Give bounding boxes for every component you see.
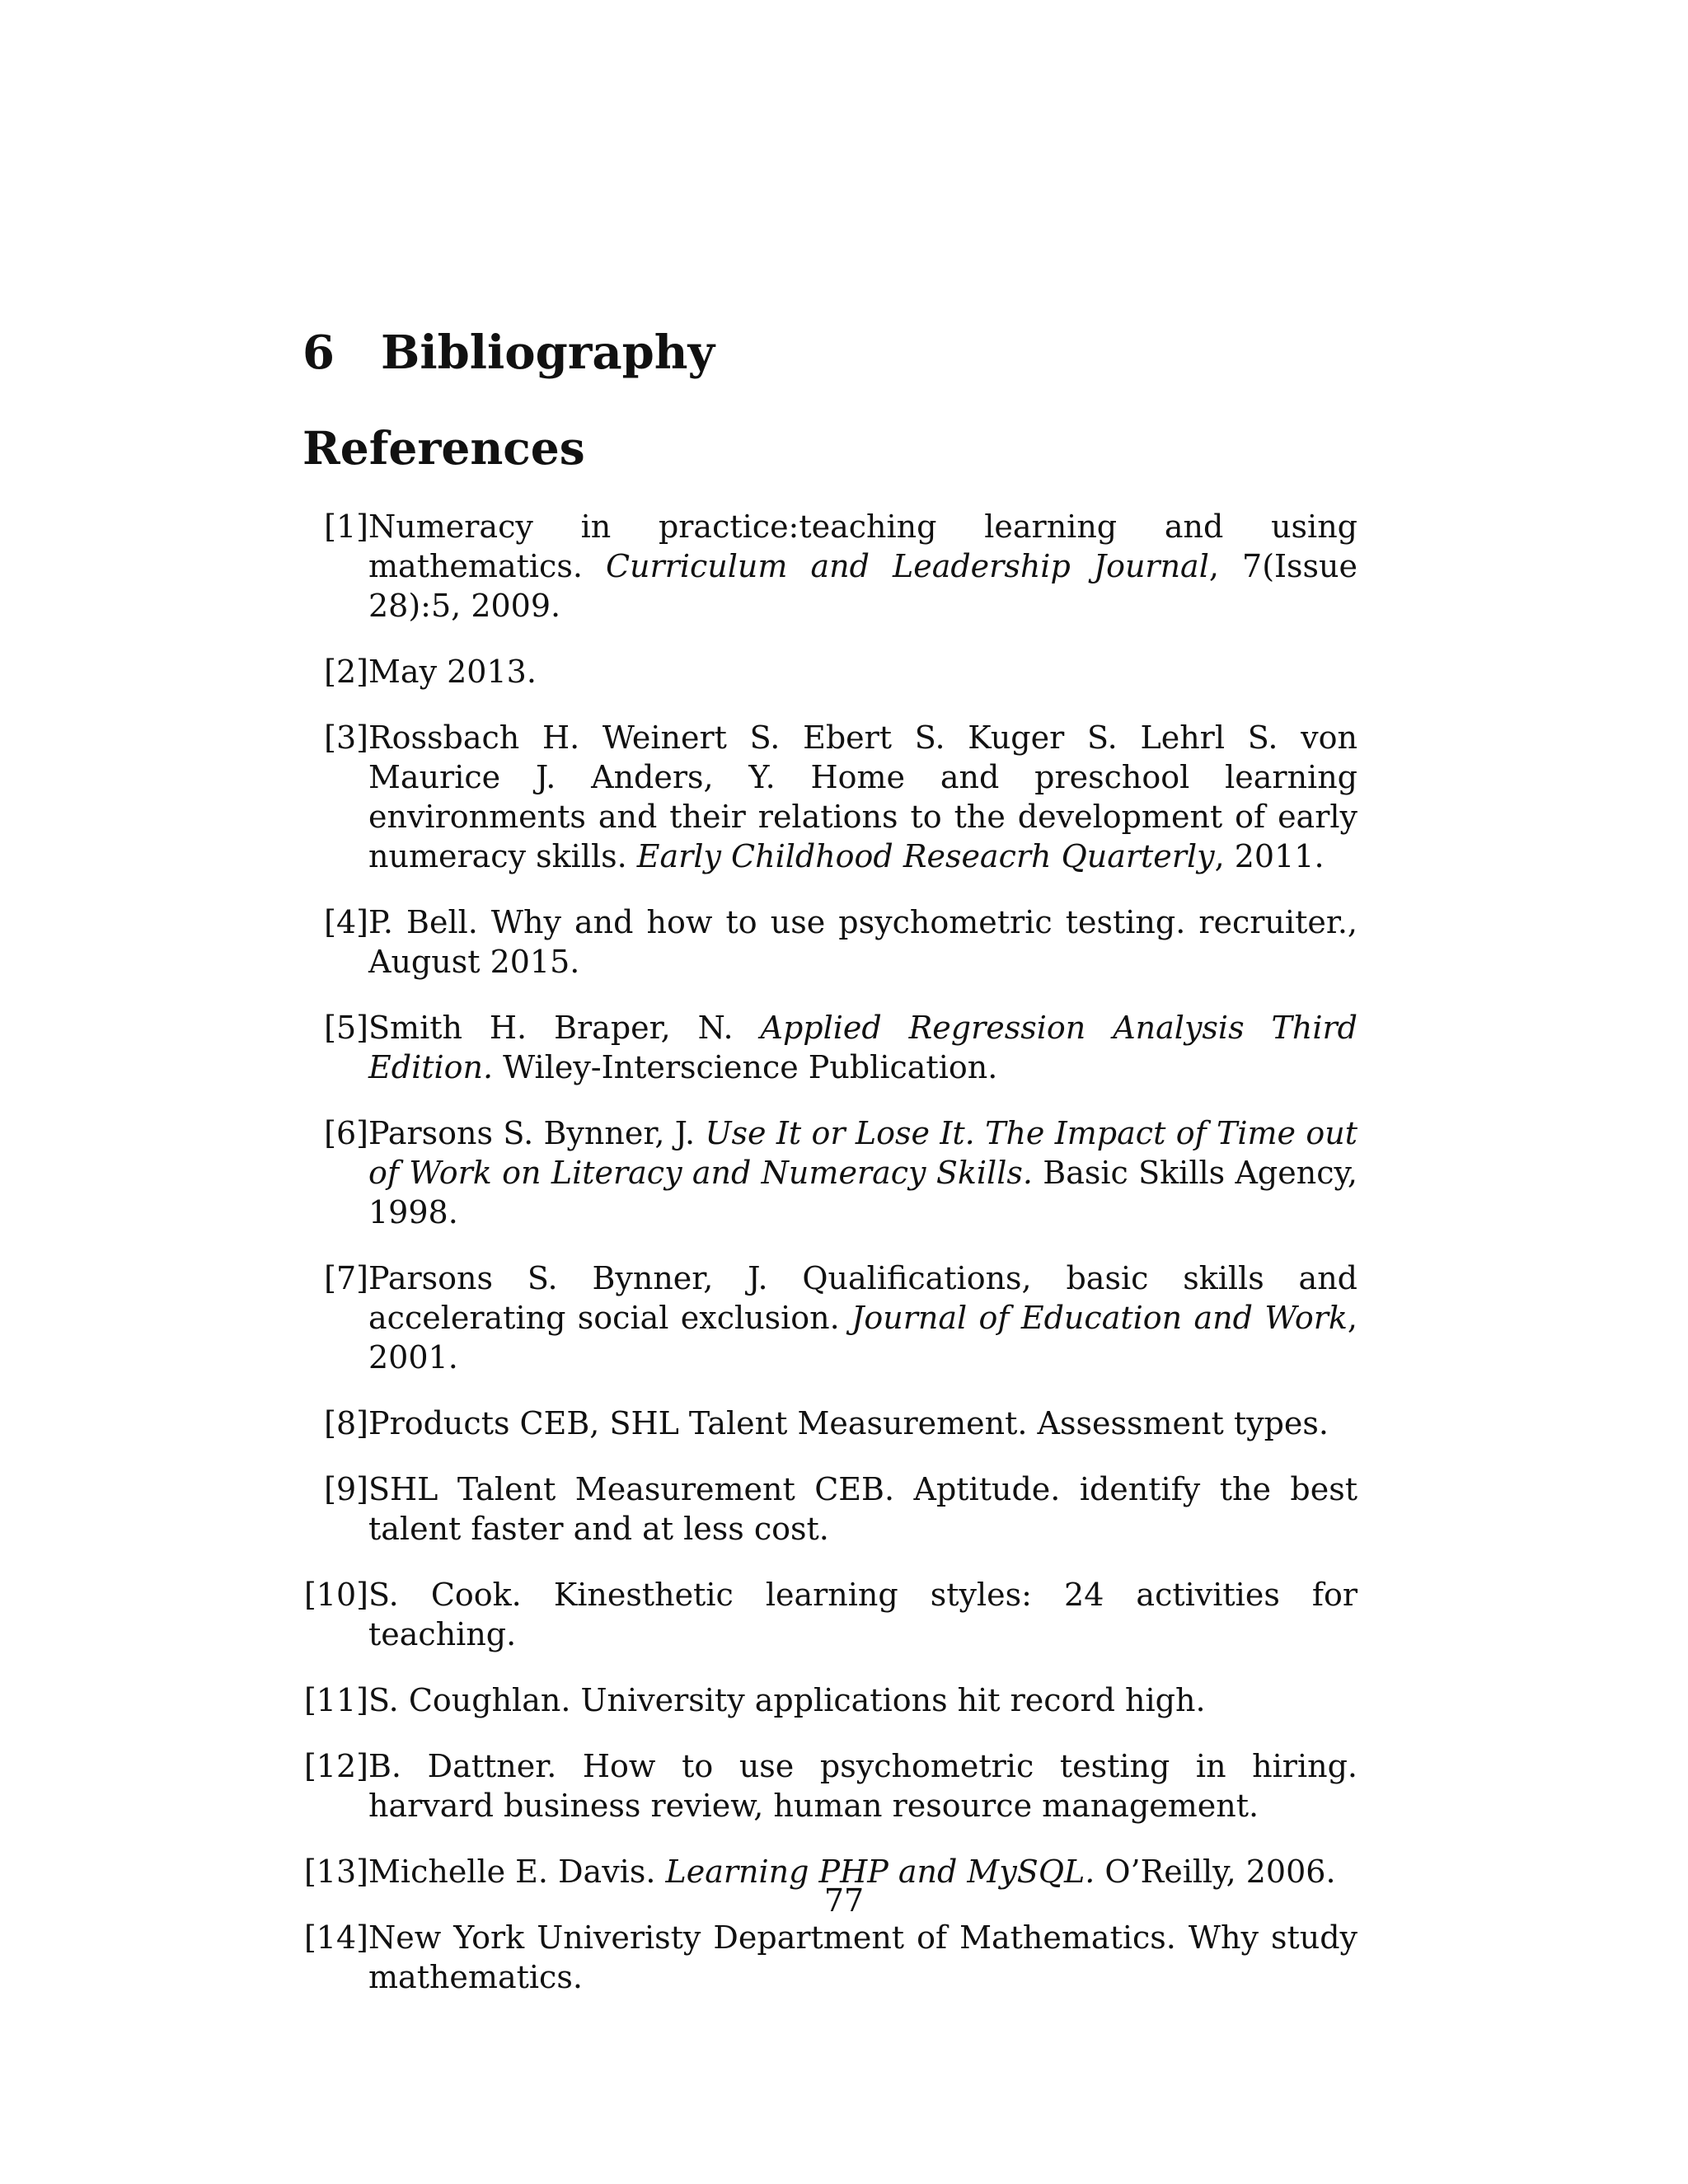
reference-text-segment: Basic Skills Agency, 1998. xyxy=(368,1155,1357,1230)
reference-text-segment: P. Bell. Why and how to use psychometric testing. recruiter., August 2015. xyxy=(368,904,1357,980)
reference-text xyxy=(368,1746,1357,1825)
reference-text-segment: Parsons S. Bynner, J. Qualifications, basic skills and accelerating social exclusion. xyxy=(368,1260,1357,1336)
reference-item xyxy=(302,1258,1357,1377)
reference-number: [7] xyxy=(324,1260,368,1296)
reference-number: [2] xyxy=(324,654,368,690)
reference-number: [13] xyxy=(303,1854,368,1890)
reference-text-segment: Smith H. Braper, N. xyxy=(368,1010,761,1046)
reference-number: [3] xyxy=(324,719,368,756)
reference-item xyxy=(302,1746,1357,1825)
reference-text xyxy=(368,1404,1357,1443)
reference-text xyxy=(368,1918,1357,1997)
reference-text-segment: Michelle E. Davis. xyxy=(368,1854,666,1890)
reference-item xyxy=(302,1008,1357,1087)
section-number: 6 xyxy=(302,326,335,380)
reference-text-segment: Products CEB, SHL Talent Measurement. Assessment types. xyxy=(368,1405,1329,1441)
reference-item xyxy=(302,507,1357,626)
reference-text-segment: B. Dattner. How to use psychometric testing in hiring. harvard business review, human resource management. xyxy=(368,1748,1357,1824)
reference-text-segment: Numeracy in practice:teaching learning and using mathematics. xyxy=(368,509,1357,584)
reference-title-italic: Journal of Education and Work xyxy=(851,1300,1348,1336)
section-title: Bibliography xyxy=(381,326,715,380)
reference-number: [6] xyxy=(324,1115,368,1151)
reference-number: [12] xyxy=(303,1748,368,1784)
reference-item xyxy=(302,1575,1357,1654)
reference-text xyxy=(368,1469,1357,1549)
reference-item xyxy=(302,1918,1357,1997)
reference-text xyxy=(368,1008,1357,1087)
reference-title-italic: Learning PHP and MySQL. xyxy=(665,1854,1095,1890)
reference-text-segment: Rossbach H. Weinert S. Ebert S. Kuger S. Lehrl S. von Maurice J. Anders, Y. Home and preschool learning environments and their relations to the development of early numeracy skills. xyxy=(368,719,1357,874)
reference-title-italic: Early Childhood Reseacrh Quarterly xyxy=(636,838,1215,874)
reference-text xyxy=(368,902,1357,982)
reference-text-segment: , 7(Issue 28):5, 2009. xyxy=(368,548,1357,624)
reference-number: [5] xyxy=(324,1010,368,1046)
reference-title-italic: Use It or Lose It. The Impact of Time out of Work on Literacy and Numeracy Skills. xyxy=(368,1115,1358,1191)
reference-text-segment: Wiley-Interscience Publication. xyxy=(493,1049,998,1085)
reference-text xyxy=(368,718,1357,876)
reference-item xyxy=(302,902,1357,982)
page-number: 77 xyxy=(823,1882,865,1919)
reference-item xyxy=(302,1404,1357,1443)
reference-number: [9] xyxy=(324,1471,368,1507)
reference-number: [8] xyxy=(324,1405,368,1441)
references-heading: References xyxy=(302,421,585,475)
reference-item xyxy=(302,652,1357,691)
reference-text-segment: , 2001. xyxy=(368,1300,1357,1376)
reference-text xyxy=(368,1575,1357,1654)
reference-number: [1] xyxy=(324,509,368,545)
reference-item xyxy=(302,1680,1357,1720)
reference-number: [14] xyxy=(303,1919,368,1956)
reference-item xyxy=(302,1113,1357,1232)
reference-text xyxy=(368,1680,1357,1720)
reference-text xyxy=(368,1258,1357,1377)
reference-text-segment: S. Cook. Kinesthetic learning styles: 24 activities for teaching. xyxy=(368,1577,1357,1652)
reference-text-segment: , 2011. xyxy=(1214,838,1325,874)
reference-text-segment: S. Coughlan. University applications hit record high. xyxy=(368,1682,1206,1718)
reference-number: [11] xyxy=(303,1682,368,1718)
reference-text-segment: SHL Talent Measurement CEB. Aptitude. identify the best talent faster and at less cost. xyxy=(368,1471,1357,1547)
reference-text-segment: O’Reilly, 2006. xyxy=(1095,1854,1336,1890)
reference-text xyxy=(368,652,1357,691)
reference-list xyxy=(302,507,1357,2023)
reference-number: [4] xyxy=(324,904,368,940)
reference-text xyxy=(368,507,1357,626)
reference-text xyxy=(368,1113,1357,1232)
reference-number: [10] xyxy=(303,1577,368,1613)
reference-item xyxy=(302,718,1357,876)
reference-text-segment: May 2013. xyxy=(368,654,537,690)
reference-title-italic: Curriculum and Leadership Journal xyxy=(605,548,1209,584)
reference-text-segment: Parsons S. Bynner, J. xyxy=(368,1115,706,1151)
reference-text-segment: New York Univeristy Department of Mathematics. Why study mathematics. xyxy=(368,1919,1357,1995)
section-heading xyxy=(302,326,715,380)
reference-item xyxy=(302,1469,1357,1549)
reference-title-italic: Applied Regression Analysis Third Edition. xyxy=(368,1010,1357,1085)
